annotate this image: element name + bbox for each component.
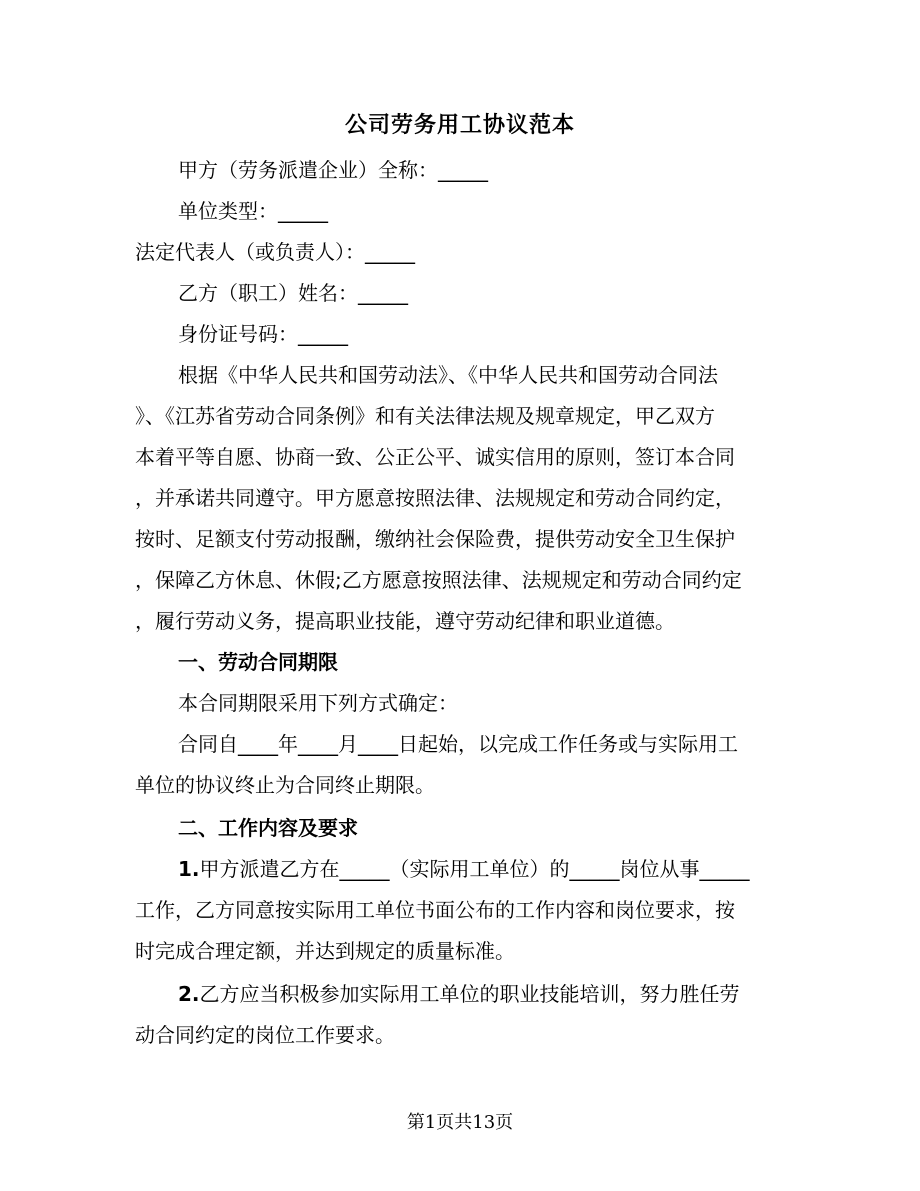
preamble-line-5: 按时、足额支付劳动报酬，缴纳社会保险费，提供劳动安全卫生保护 [135,527,735,551]
item-number: 2. [178,982,200,1006]
preamble-line-4: ，并承诺共同遵守。甲方愿意按照法律、法规规定和劳动合同约定， [135,486,735,510]
term-date-line-1: 合同自____年____月____日起始，以完成工作任务或与实际用工 [178,732,738,756]
work-item-1-line-1 [178,854,750,884]
item-number: 1. [178,857,200,881]
preamble-line-2: 》、《江苏省劳动合同条例》和有关法律法规及规章规定，甲乙双方 [135,404,715,428]
item-text: 乙方应当积极参加实际用工单位的职业技能培训，努力胜任劳 [199,982,740,1006]
term-method-line: 本合同期限采用下列方式确定： [178,691,458,715]
preamble-line-6: ，保障乙方休息、休假;乙方愿意按照法律、法规规定和劳动合同约定 [135,568,742,592]
item-text: 甲方派遣乙方在_____（实际用工单位）的_____岗位从事_____ [199,857,750,881]
work-item-1-line-2: 工作，乙方同意按实际用工单位书面公布的工作内容和岗位要求，按 [135,898,735,922]
party-b-name-line: 乙方（职工）姓名：_____ [178,281,408,305]
work-item-2-line-2: 动合同约定的岗位工作要求。 [135,1023,395,1047]
id-number-line: 身份证号码：_____ [178,322,348,346]
preamble-line-1: 根据《中华人民共和国劳动法》、《中华人民共和国劳动合同法 [178,363,718,387]
party-a-name-line: 甲方（劳务派遣企业）全称：_____ [178,158,488,182]
page-number: 第1页共13页 [406,1112,514,1133]
preamble-line-3: 本着平等自愿、协商一致、公正公平、诚实信用的原则，签订本合同 [135,445,735,469]
document-title: 公司劳务用工协议范本 [344,113,575,138]
section-heading-work: 二、工作内容及要求 [178,816,358,840]
legal-representative-line: 法定代表人（或负责人）：_____ [135,240,415,264]
section-heading-term: 一、劳动合同期限 [178,650,338,674]
work-item-2-line-1 [178,979,740,1009]
work-item-1-line-3: 时完成合理定额，并达到规定的质量标准。 [135,939,515,963]
unit-type-line: 单位类型：_____ [178,199,328,223]
term-date-line-2: 单位的协议终止为合同终止期限。 [135,773,435,797]
preamble-line-7: ，履行劳动义务，提高职业技能，遵守劳动纪律和职业道德。 [135,609,675,633]
